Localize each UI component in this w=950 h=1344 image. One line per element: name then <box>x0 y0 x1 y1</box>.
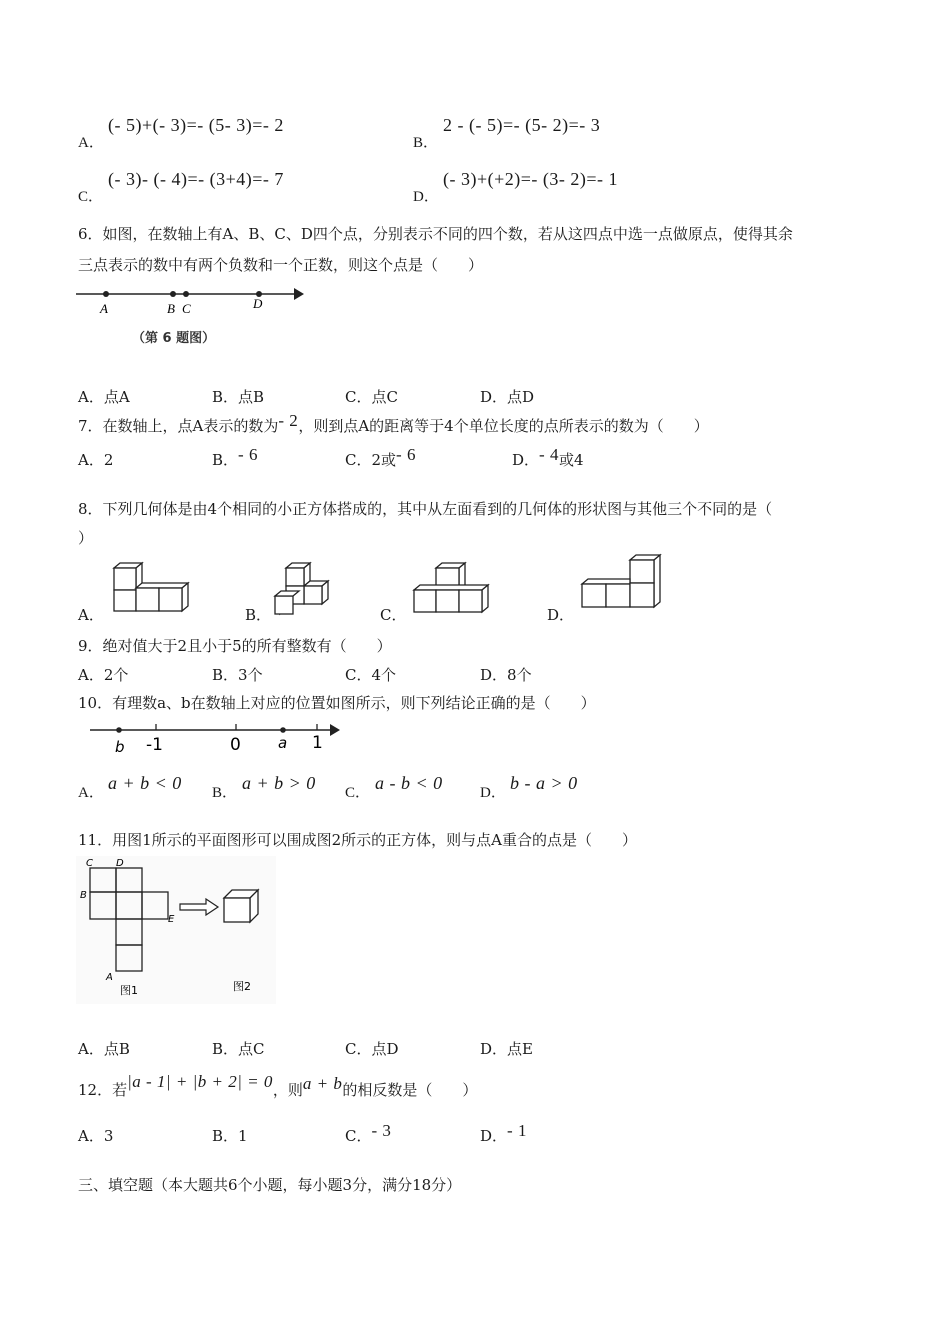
q6-number-line-figure <box>76 282 316 362</box>
q6-text-line1: 6．如图，在数轴上有A、B、C、D四个点，分别表示不同的四个数，若从这四点中选一点做原点，使得其余 <box>78 225 793 243</box>
q10-label-0: 0 <box>230 735 241 755</box>
q6-option-d: D．点D <box>480 388 535 406</box>
q8-option-d-label: D． <box>547 606 575 624</box>
q11-label-e: E <box>168 914 175 925</box>
q11-fig1-caption: 图1 <box>120 984 138 997</box>
q10-label-1: 1 <box>312 733 323 753</box>
q8-option-b-label: B． <box>245 606 272 624</box>
q10-option-c-expr: a - b < 0 <box>375 773 443 793</box>
q12-text-mid: ，则 <box>272 1081 303 1099</box>
q7-text-pre: 7．在数轴上，点A表示的数为 <box>78 417 279 435</box>
q5-option-b-label: B． <box>413 135 439 151</box>
q6-label-a: A <box>100 301 108 316</box>
q12-text-pre: 12．若 <box>78 1081 128 1099</box>
q7-option-c-label: C．2或 <box>345 451 397 469</box>
q8-option-b-figure <box>272 560 332 616</box>
q12-option-a: A．3 <box>78 1127 114 1145</box>
q10-option-c-label: C． <box>345 785 371 801</box>
q6-option-b: B．点B <box>212 388 265 406</box>
q11-option-a: A．点B <box>78 1040 130 1058</box>
q12-option-b: B．1 <box>212 1127 248 1145</box>
section3-title: 三、填空题（本大题共6个小题，每小题3分，满分18分） <box>78 1176 462 1194</box>
q5-option-d-label: D． <box>413 189 439 205</box>
q6-option-a: A．点A <box>78 388 130 406</box>
q6-point-b <box>170 291 176 297</box>
q10-label-a: a <box>278 734 288 752</box>
q10-option-d-label: D． <box>480 785 506 801</box>
q7-option-c <box>345 445 416 470</box>
q7-option-c-value: - 6 <box>396 445 416 464</box>
q10-option-a-label: A． <box>78 785 104 801</box>
q10-option-d-expr: b - a > 0 <box>510 773 578 793</box>
q12-option-d-label: D． <box>480 1127 508 1145</box>
q11-label-d: D <box>116 858 124 869</box>
q11-option-c: C．点D <box>345 1040 399 1058</box>
q10-text: 10．有理数a、b在数轴上对应的位置如图所示，则下列结论正确的是（ ） <box>78 694 596 712</box>
q10-point-a <box>280 727 286 733</box>
q11-label-b: B <box>80 890 87 901</box>
q8-option-a-label: A． <box>78 606 104 624</box>
q10-option-b-label: B． <box>212 785 238 801</box>
q7-option-d <box>512 445 584 470</box>
q9-option-d: D．8个 <box>480 666 532 684</box>
q6-axis-arrow <box>294 288 304 300</box>
q7-option-b <box>212 445 258 470</box>
q11-cube-figure <box>224 890 258 922</box>
q6-figure-caption: （第 6 题图） <box>132 331 216 346</box>
q12-option-c <box>345 1121 392 1146</box>
q6-option-c: C．点C <box>345 388 398 406</box>
q12-text-post: 的相反数是（ ） <box>342 1081 478 1099</box>
q5-option-d-expr: (- 3)+(+2)=- (3- 2)=- 1 <box>443 169 619 189</box>
q12-option-d <box>480 1121 527 1146</box>
q7-option-b-value: - 6 <box>238 445 258 464</box>
q12-text <box>78 1072 478 1101</box>
q7-text <box>78 411 709 437</box>
q6-label-c: C <box>182 301 191 316</box>
q10-point-b <box>116 727 122 733</box>
q8-text-line1: 8．下列几何体是由4个相同的小正方体搭成的，其中从左面看到的几何体的形状图与其他三个不同的是（ <box>78 500 773 518</box>
q9-option-c: C．4个 <box>345 666 397 684</box>
q10-number-line-figure <box>90 718 350 758</box>
q11-label-c: C <box>86 858 93 869</box>
q12-option-c-label: C． <box>345 1127 372 1145</box>
q5-option-a-label: A． <box>78 135 104 151</box>
q6-label-d: D <box>253 296 263 311</box>
q6-label-b: B <box>167 301 175 316</box>
q8-text-line2: ） <box>78 529 94 547</box>
q6-point-a <box>103 291 109 297</box>
q11-text: 11．用图1所示的平面图形可以围成图2所示的正方体，则与点A重合的点是（ ） <box>78 831 638 849</box>
q11-option-d: D．点E <box>480 1040 533 1058</box>
q8-option-c-figure <box>408 560 498 616</box>
q12-option-c-value: - 3 <box>371 1121 392 1140</box>
q11-cube-net-figure <box>76 856 276 1006</box>
q7-text-value: - 2 <box>278 411 299 430</box>
q10-option-a-expr: a + b < 0 <box>108 773 182 793</box>
q8-option-c-label: C． <box>380 606 407 624</box>
q7-option-d-value: - 4 <box>539 445 559 464</box>
q8-option-a-figure <box>108 560 198 616</box>
q7-option-a: A．2 <box>78 451 114 469</box>
q5-option-c-expr: (- 3)- (- 4)=- (3+4)=- 7 <box>108 169 284 189</box>
q6-point-c <box>183 291 189 297</box>
q11-label-a: A <box>106 972 113 983</box>
q11-fig2-caption: 图2 <box>233 980 251 993</box>
q10-label-neg1: -1 <box>146 735 163 755</box>
q7-option-d-label: D． <box>512 451 540 469</box>
q5-option-c-label: C． <box>78 189 104 205</box>
q6-text-line2: 三点表示的数中有两个负数和一个正数，则这个点是（ ） <box>78 256 484 274</box>
q5-option-a-expr: (- 5)+(- 3)=- (5- 3)=- 2 <box>108 115 284 135</box>
q9-option-a: A．2个 <box>78 666 129 684</box>
q8-option-d-figure <box>578 552 668 616</box>
q12-expr: |a - 1| + |b + 2| = 0 <box>127 1072 273 1091</box>
q12-option-d-value: - 1 <box>507 1121 527 1140</box>
q9-text: 9．绝对值大于2且小于5的所有整数有（ ） <box>78 637 392 655</box>
q10-axis-arrow <box>330 724 340 736</box>
q10-label-b: b <box>115 738 125 756</box>
q5-option-b-expr: 2 - (- 5)=- (5- 2)=- 3 <box>443 115 601 135</box>
q7-text-post: ，则到点A的距离等于4个单位长度的点所表示的数为（ ） <box>298 417 709 435</box>
q9-option-b: B．3个 <box>212 666 263 684</box>
q7-option-d-suffix: 或4 <box>558 451 584 469</box>
q7-option-b-label: B． <box>212 451 239 469</box>
q11-option-b: B．点C <box>212 1040 265 1058</box>
q10-option-b-expr: a + b > 0 <box>242 773 316 793</box>
q12-expr2: a + b <box>302 1074 343 1093</box>
